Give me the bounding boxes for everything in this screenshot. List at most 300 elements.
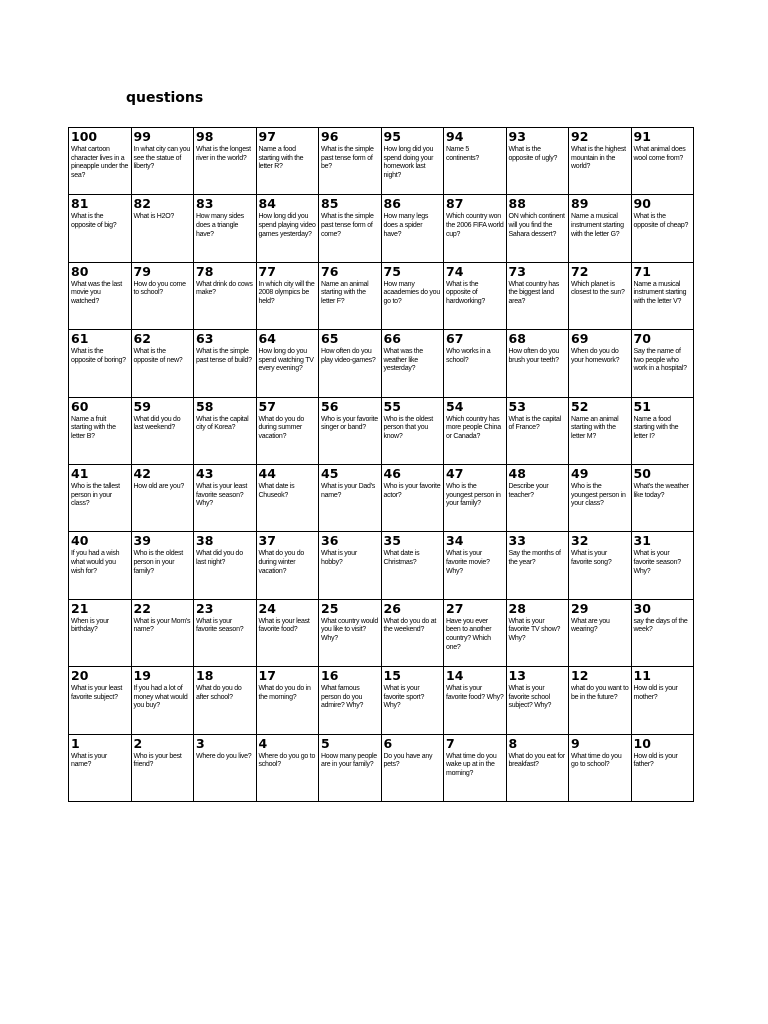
cell-number: 75 [383, 263, 401, 279]
cell-question: Which planet is closest to the sun? [571, 280, 625, 297]
board-cell [194, 464, 257, 531]
board-cell [256, 195, 319, 262]
cell-question: What is your favorite sport? Why? [383, 685, 425, 710]
cell-question: Who is your best friend? [133, 752, 182, 769]
cell-question: Where do you live? [196, 752, 252, 760]
board-cell [444, 734, 507, 801]
board-cell [69, 397, 132, 464]
cell-number: 73 [508, 263, 526, 279]
cell-number: 69 [571, 331, 589, 347]
cell-number: 9 [571, 735, 580, 751]
board-cell [569, 599, 632, 666]
board-cell [194, 667, 257, 734]
board-cell [569, 195, 632, 262]
cell-question: Do you have any pets? [383, 752, 433, 769]
board-row [69, 464, 694, 531]
cell-number: 93 [508, 129, 526, 144]
cell-question: What is the highest mountain in the world? [571, 146, 626, 171]
cell-question: Name a musical instrument starting with the letter G? [571, 213, 624, 238]
board-cell [631, 397, 694, 464]
cell-number: 18 [196, 668, 214, 684]
board-cell [131, 262, 194, 329]
cell-question: Name an animal starting with the letter M? [571, 415, 619, 440]
board-cell [381, 464, 444, 531]
cell-number: 10 [633, 735, 651, 751]
cell-number: 74 [446, 263, 464, 279]
cell-number: 71 [633, 263, 651, 279]
cell-question: What is your Dad's name? [321, 482, 376, 499]
cell-number: 20 [71, 668, 89, 684]
cell-number: 39 [133, 533, 151, 549]
cell-number: 3 [196, 735, 205, 751]
cell-number: 57 [258, 398, 276, 414]
cell-question: Who is the tallest person in your class? [71, 482, 120, 508]
cell-question: What do you do during winter vacation? [258, 550, 305, 575]
board-row [69, 532, 694, 599]
board-cell [194, 599, 257, 666]
cell-question: Who is the youngest person in your class? [571, 482, 626, 508]
cell-question: Where do you go to school? [258, 752, 316, 769]
cell-question: Who is your favorite singer or band? [321, 415, 378, 432]
cell-question: What is your least favorite season? Why? [196, 482, 248, 508]
board-cell [131, 599, 194, 666]
board-cell [256, 262, 319, 329]
cell-question: Name 5 continents? [446, 146, 480, 162]
cell-question: What is your least favorite subject? [71, 685, 123, 701]
board-cell [194, 734, 257, 801]
board-cell [381, 599, 444, 666]
board-cell [131, 532, 194, 599]
board-cell [381, 532, 444, 599]
board-row [69, 128, 694, 195]
cell-number: 2 [133, 735, 143, 751]
cell-number: 26 [383, 600, 401, 616]
cell-question: Name a food starting with the letter R? [258, 146, 304, 171]
board-cell [444, 464, 507, 531]
cell-number: 66 [383, 331, 401, 347]
cell-number: 81 [71, 196, 89, 212]
cell-question: What is your Mom's name? [133, 617, 191, 634]
board-cell [631, 195, 694, 262]
cell-number: 16 [321, 668, 339, 684]
cell-question: Who is your favorite actor? [383, 482, 441, 499]
cell-number: 37 [258, 533, 276, 549]
question-board [68, 127, 694, 802]
cell-question: How do you come to school? [133, 280, 186, 297]
cell-question: What is the simple past tense of build? [196, 348, 252, 364]
cell-question: What is the simple past tense form of come? [321, 213, 374, 238]
board-cell [194, 397, 257, 464]
board-cell [319, 532, 382, 599]
page-title: questions [126, 90, 204, 106]
board-cell [506, 532, 569, 599]
cell-number: 5 [321, 735, 330, 751]
board-cell [131, 330, 194, 397]
board-cell [444, 667, 507, 734]
cell-number: 79 [133, 263, 151, 279]
board-row [69, 397, 694, 464]
cell-question: say the days of the week? [633, 617, 688, 634]
cell-question: What drink do cows make? [196, 280, 253, 297]
board-cell [319, 262, 382, 329]
board-cell [319, 330, 382, 397]
cell-question: What is your least favorite food? [258, 617, 310, 634]
cell-question: When do you do your homework? [571, 348, 620, 364]
cell-number: 12 [571, 668, 589, 684]
board-cell [319, 464, 382, 531]
cell-number: 13 [508, 668, 526, 684]
board-cell [69, 128, 132, 195]
cell-number: 49 [571, 465, 589, 481]
cell-number: 22 [133, 600, 151, 616]
cell-question: What did you do last night? [196, 550, 243, 566]
cell-question: What is your name? [71, 752, 107, 769]
cell-question: What time do you wake up at in the morning? [446, 752, 497, 777]
board-cell [381, 262, 444, 329]
board-cell [506, 195, 569, 262]
cell-question: What is your favorite food? Why? [446, 685, 504, 701]
cell-number: 46 [383, 465, 401, 481]
cell-question: How many acaademies do you go to? [383, 280, 440, 305]
board-cell [506, 128, 569, 195]
board-cell [69, 262, 132, 329]
board-cell [69, 532, 132, 599]
cell-number: 51 [633, 398, 651, 414]
board-row [69, 599, 694, 666]
cell-number: 78 [196, 263, 214, 279]
cell-number: 25 [321, 600, 339, 616]
cell-number: 96 [321, 129, 339, 144]
board-cell [444, 195, 507, 262]
board-cell [256, 599, 319, 666]
cell-number: 33 [508, 533, 526, 549]
cell-question: What is your favorite school subject? Why? [508, 685, 552, 710]
cell-number: 90 [633, 196, 651, 212]
board-cell [506, 599, 569, 666]
cell-number: 54 [446, 398, 464, 414]
cell-question: How many sides does a triangle have? [196, 213, 244, 238]
cell-question: Hoow many people are in your family? [321, 752, 377, 769]
board-cell [444, 128, 507, 195]
cell-question: Describe your teacher? [508, 482, 549, 499]
cell-question: Have you ever been to another country? Which one? [446, 617, 492, 651]
cell-number: 61 [71, 331, 89, 347]
cell-number: 29 [571, 600, 589, 616]
board-cell [319, 734, 382, 801]
cell-question: What country has the biggest land area? [508, 280, 559, 305]
cell-question: How long do you spend watching TV every evening? [258, 348, 314, 373]
cell-question: what do you want to be in the future? [571, 685, 629, 701]
cell-number: 38 [196, 533, 214, 549]
cell-question: What is the opposite of big? [71, 213, 117, 229]
board-row [69, 667, 694, 734]
board-cell [381, 128, 444, 195]
cell-question: Name a food starting with the letter I? [633, 415, 679, 440]
cell-question: Say the months of the year? [508, 550, 561, 566]
cell-question: What is the opposite of ugly? [508, 146, 558, 162]
cell-question: What do you do after school? [196, 685, 242, 701]
board-row [69, 195, 694, 262]
board-cell [69, 599, 132, 666]
board-cell [631, 532, 694, 599]
cell-number: 88 [508, 196, 526, 212]
cell-number: 24 [258, 600, 276, 616]
board-cell [381, 330, 444, 397]
board-cell [569, 262, 632, 329]
cell-question: What is your hobby? [321, 550, 357, 566]
board-cell [69, 464, 132, 531]
cell-number: 4 [258, 735, 268, 751]
board-cell [569, 397, 632, 464]
board-cell [631, 599, 694, 666]
board-cell [256, 532, 319, 599]
cell-number: 92 [571, 129, 589, 144]
board-cell [131, 195, 194, 262]
cell-number: 65 [321, 331, 339, 347]
board-cell [506, 397, 569, 464]
board-cell [381, 734, 444, 801]
cell-number: 35 [383, 533, 401, 549]
cell-number: 70 [633, 331, 651, 347]
board-cell [319, 195, 382, 262]
board-cell [319, 128, 382, 195]
cell-question: Name a musical instrument starting with the letter V? [633, 280, 687, 305]
cell-number: 6 [383, 735, 393, 751]
cell-question: Name a fruit starting with the letter B? [71, 415, 116, 440]
cell-number: 83 [196, 196, 214, 212]
cell-question: What animal does wool come from? [633, 146, 686, 162]
board-cell [506, 734, 569, 801]
board-cell [256, 330, 319, 397]
cell-number: 43 [196, 465, 214, 481]
cell-question: What is the opposite of cheap? [633, 213, 689, 229]
cell-question: Who works in a school? [446, 348, 491, 364]
cell-number: 21 [71, 600, 89, 616]
cell-number: 82 [133, 196, 151, 212]
board-cell [256, 464, 319, 531]
cell-number: 98 [196, 129, 214, 144]
cell-number: 8 [508, 735, 518, 751]
cell-number: 7 [446, 735, 455, 751]
board-cell [381, 195, 444, 262]
cell-number: 50 [633, 465, 651, 481]
cell-question: What do you eat for breakfast? [508, 752, 565, 769]
board-cell [319, 667, 382, 734]
cell-question: What is your favorite TV show? Why? [508, 617, 561, 642]
cell-number: 91 [633, 129, 651, 144]
cell-number: 45 [321, 465, 339, 481]
cell-number: 19 [133, 668, 151, 684]
cell-question: What is H2O? [133, 213, 175, 221]
board-cell [444, 397, 507, 464]
cell-question: If you had a wish what would you wish for? [71, 550, 120, 575]
cell-number: 59 [133, 398, 151, 414]
board-cell [444, 330, 507, 397]
cell-number: 14 [446, 668, 464, 684]
cell-question: What is your favorite season? [196, 617, 244, 634]
cell-number: 68 [508, 331, 526, 347]
cell-number: 58 [196, 398, 214, 414]
board-cell [444, 532, 507, 599]
cell-number: 36 [321, 533, 339, 549]
board-row [69, 734, 694, 801]
cell-question: What do you do in the morning? [258, 685, 311, 701]
board-cell [319, 397, 382, 464]
cell-question: If you had a lot of money what would you buy? [133, 685, 188, 710]
cell-question: Who is the youngest person in your family? [446, 482, 501, 508]
board-cell [381, 397, 444, 464]
board-cell [444, 262, 507, 329]
cell-question: When is your birthday? [71, 617, 109, 634]
cell-question: What is the opposite of new? [133, 348, 183, 364]
board-cell [506, 262, 569, 329]
board-cell [631, 330, 694, 397]
cell-number: 31 [633, 533, 651, 549]
cell-question: Which country has more people China or Canada? [446, 415, 501, 440]
board-cell [256, 397, 319, 464]
cell-number: 72 [571, 263, 589, 279]
cell-number: 60 [71, 398, 89, 414]
cell-question: What are you wearing? [571, 617, 610, 634]
cell-number: 11 [633, 668, 651, 684]
board-cell [131, 464, 194, 531]
cell-question: What cartoon character lives in a pineapple under the sea? [71, 146, 129, 179]
cell-number: 47 [446, 465, 464, 481]
board-cell [569, 734, 632, 801]
cell-question: What do you do at the weekend? [383, 617, 437, 634]
board-cell [69, 330, 132, 397]
board-cell [194, 195, 257, 262]
cell-question: What was the weather like yesterday? [383, 348, 423, 373]
cell-number: 76 [321, 263, 339, 279]
cell-number: 64 [258, 331, 276, 347]
cell-number: 34 [446, 533, 464, 549]
cell-number: 67 [446, 331, 464, 347]
cell-number: 85 [321, 196, 339, 212]
cell-question: What is your favorite season? Why? [633, 550, 681, 575]
cell-number: 80 [71, 263, 89, 279]
cell-question: What is the longest river in the world? [196, 146, 251, 162]
cell-number: 23 [196, 600, 214, 616]
board-cell [194, 262, 257, 329]
cell-question: Say the name of two people who work in a hospital? [633, 348, 687, 373]
board-cell [631, 667, 694, 734]
cell-question: What did you do last weekend? [133, 415, 181, 432]
cell-number: 52 [571, 398, 589, 414]
cell-question: How long did you spend doing your homework last night? [383, 146, 434, 179]
board-row [69, 330, 694, 397]
board-cell [69, 195, 132, 262]
cell-number: 55 [383, 398, 401, 414]
board-cell [569, 330, 632, 397]
cell-number: 100 [71, 129, 98, 144]
board-cell [69, 667, 132, 734]
cell-question: What date is Chuseok? [258, 482, 295, 499]
cell-question: What is your favorite movie? Why? [446, 550, 490, 575]
cell-number: 84 [258, 196, 276, 212]
cell-number: 27 [446, 600, 464, 616]
cell-question: What is the opposite of hardworking? [446, 280, 486, 305]
cell-question: What country would you like to visit? Why? [321, 617, 378, 642]
board-cell [69, 734, 132, 801]
cell-number: 1 [71, 735, 80, 751]
cell-question: What do you do during summer vacation? [258, 415, 305, 440]
cell-question: What is the simple past tense form of be? [321, 146, 374, 171]
cell-question: Name an animal starting with the letter F? [321, 280, 369, 305]
board-cell [319, 599, 382, 666]
board-cell [631, 128, 694, 195]
cell-question: In what city can you see the statue of liberty? [133, 146, 190, 171]
cell-question: What date is Christmas? [383, 550, 420, 566]
cell-number: 41 [71, 465, 89, 481]
board-cell [569, 464, 632, 531]
cell-question: What's the weather like today? [633, 482, 689, 499]
board-cell [506, 330, 569, 397]
cell-question: In which city will the 2008 olympics be held? [258, 280, 315, 305]
cell-question: What time do you go to school? [571, 752, 622, 769]
cell-number: 56 [321, 398, 339, 414]
cell-number: 53 [508, 398, 526, 414]
cell-number: 44 [258, 465, 276, 481]
board-cell [569, 667, 632, 734]
cell-number: 89 [571, 196, 589, 212]
cell-question: Which country won the 2006 FIFA world cup? [446, 213, 504, 238]
cell-question: How old is your mother? [633, 685, 678, 701]
cell-question: Who is the oldest person that you know? [383, 415, 433, 440]
cell-number: 28 [508, 600, 526, 616]
board-row [69, 262, 694, 329]
board-cell [569, 128, 632, 195]
cell-number: 62 [133, 331, 151, 347]
board-cell [444, 599, 507, 666]
cell-question: What is your favorite song? [571, 550, 612, 566]
cell-number: 32 [571, 533, 589, 549]
cell-number: 97 [258, 129, 276, 144]
board-cell [256, 128, 319, 195]
board-cell [631, 464, 694, 531]
cell-number: 42 [133, 465, 151, 481]
board-cell [631, 262, 694, 329]
cell-question: What is the capital of France? [508, 415, 561, 432]
cell-number: 95 [383, 129, 401, 144]
cell-question: How long did you spend playing video games yesterday? [258, 213, 316, 238]
cell-number: 99 [133, 129, 151, 144]
cell-number: 48 [508, 465, 526, 481]
board-cell [381, 667, 444, 734]
board-cell [194, 330, 257, 397]
cell-number: 30 [633, 600, 651, 616]
board-cell [256, 667, 319, 734]
cell-number: 15 [383, 668, 401, 684]
cell-question: How old is your father? [633, 752, 678, 769]
cell-number: 17 [258, 668, 276, 684]
cell-number: 94 [446, 129, 464, 144]
cell-question: How many legs does a spider have? [383, 213, 429, 238]
cell-number: 40 [71, 533, 89, 549]
board-cell [631, 734, 694, 801]
cell-question: How often do you brush your teeth? [508, 348, 559, 364]
cell-number: 63 [196, 331, 214, 347]
cell-question: How often do you play video-games? [321, 348, 376, 364]
board-cell [194, 128, 257, 195]
board-cell [131, 667, 194, 734]
cell-number: 87 [446, 196, 464, 212]
board-cell [506, 667, 569, 734]
board-cell [131, 734, 194, 801]
cell-question: What famous person do you admire? Why? [321, 685, 364, 710]
cell-question: How old are you? [133, 482, 184, 490]
cell-question: What is the opposite of boring? [71, 348, 126, 364]
